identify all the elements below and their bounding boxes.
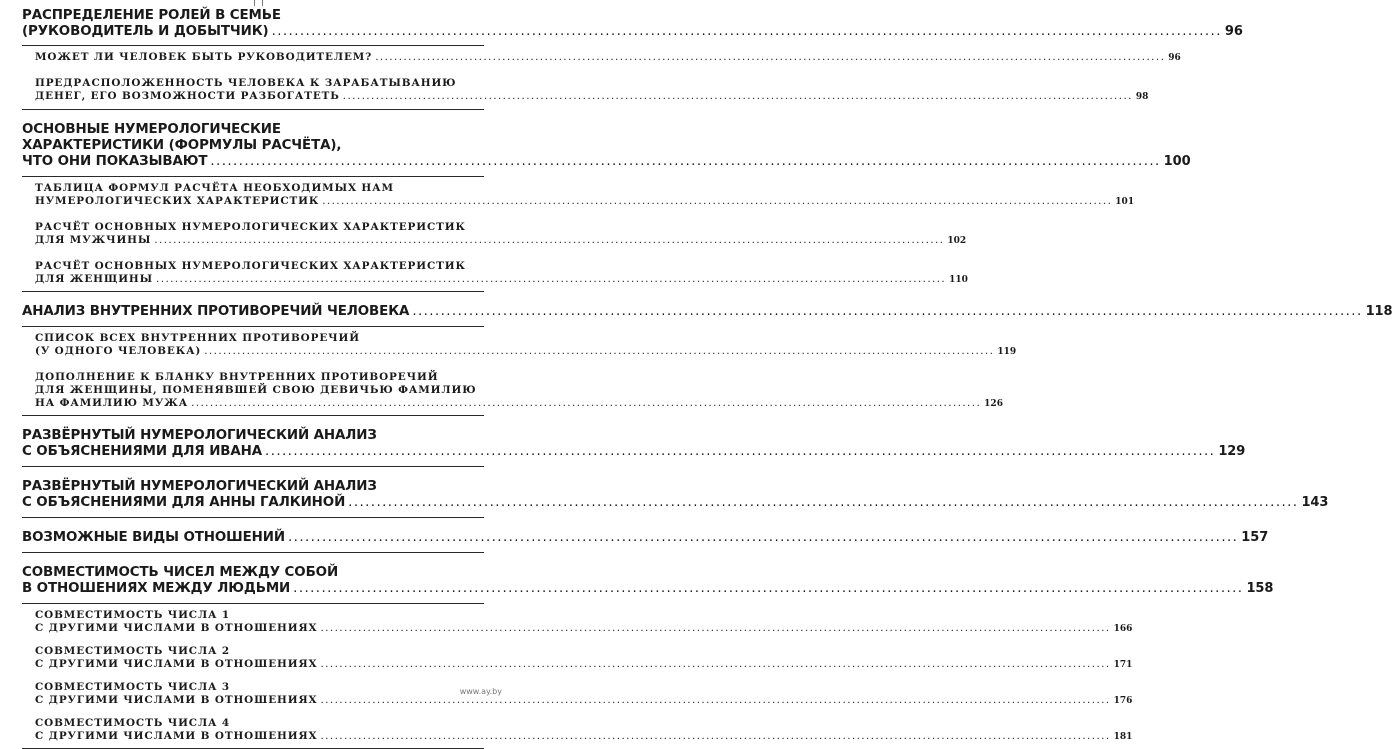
dot-leader (343, 90, 1133, 103)
toc-entry-title-line: ЧТО ОНИ ПОКАЗЫВАЮТ (22, 154, 208, 169)
toc-entry-title-line: ДОПОЛНЕНИЕ К БЛАНКУ ВНУТРЕННИХ ПРОТИВОРЕЧИЙ (35, 371, 439, 383)
toc-chapter-entry (22, 553, 1274, 603)
toc-entry-title-line: С ДРУГИМИ ЧИСЛАМИ В ОТНОШЕНИЯХ (35, 694, 318, 706)
toc-section-entry (22, 327, 1017, 363)
toc-page-number: 118 (1365, 304, 1392, 319)
dot-leader (412, 304, 1362, 320)
dot-leader (265, 444, 1215, 460)
dot-leader (348, 495, 1298, 511)
toc-page-number: 157 (1241, 530, 1269, 545)
toc-entry-title-line: С ОБЪЯСНЕНИЯМИ ДЛЯ АННЫ ГАЛКИНОЙ (22, 495, 346, 510)
dot-leader (154, 234, 944, 247)
toc-chapter-entry (22, 292, 1392, 326)
toc-entry-title-line: НА ФАМИЛИЮ МУЖА (35, 397, 189, 409)
page-edge-mark (262, 0, 263, 6)
toc-entry-title-line: СОВМЕСТИМОСТЬ ЧИСЛА 2 (35, 645, 231, 657)
toc-page-number: 102 (947, 236, 967, 246)
toc-page-number: 98 (1135, 92, 1149, 102)
toc-entry-last-line (22, 304, 1392, 320)
toc-chapter-entry (22, 416, 1246, 466)
toc-entry-last-line (35, 658, 1133, 672)
toc-entry-title-line: МОЖЕТ ЛИ ЧЕЛОВЕК БЫТЬ РУКОВОДИТЕЛЕМ? (35, 51, 373, 63)
toc-entry-title-line: В ОТНОШЕНИЯХ МЕЖДУ ЛЮДЬМИ (22, 581, 291, 596)
dot-leader (320, 622, 1110, 635)
toc-entry-title-line: ТАБЛИЦА ФОРМУЛ РАСЧЁТА НЕОБХОДИМЫХ НАМ (35, 182, 394, 194)
toc-page-number: 96 (1168, 53, 1181, 63)
toc-chapter-entry (22, 8, 1243, 45)
toc-entry-title-line: ПРЕДРАСПОЛОЖЕННОСТЬ ЧЕЛОВЕКА К ЗАРАБАТЫВАНИЮ (35, 77, 457, 89)
toc-entry-last-line (35, 397, 1003, 411)
toc-entry-last-line (35, 273, 968, 287)
page-edge-mark (254, 0, 255, 6)
toc-page-number: 171 (1113, 660, 1133, 670)
toc-entry-last-line (22, 581, 1274, 597)
toc-entry-last-line (35, 195, 1135, 209)
toc-entry-last-line (35, 234, 967, 248)
toc-section-entry (22, 252, 968, 291)
dot-leader (191, 397, 981, 410)
toc-entry-title-line: СОВМЕСТИМОСТЬ ЧИСЛА 4 (35, 717, 231, 729)
toc-entry-last-line (22, 530, 1269, 546)
toc-entry-title-line: ОСНОВНЫЕ НУМЕРОЛОГИЧЕСКИЕ (22, 122, 281, 137)
toc-page-number: 96 (1224, 24, 1243, 39)
dot-leader (322, 195, 1112, 208)
toc-page-number: 129 (1218, 444, 1246, 459)
toc-section-entry (22, 363, 1003, 415)
toc-entry-last-line (35, 622, 1133, 636)
toc-entry-title-line: РАСПРЕДЕЛЕНИЕ РОЛЕЙ В СЕМЬЕ (22, 8, 281, 23)
toc-chapter-entry (22, 110, 1191, 176)
dot-leader (288, 530, 1238, 546)
dot-leader (320, 694, 1110, 707)
toc-section-entry (22, 640, 1133, 676)
dot-leader (210, 154, 1160, 170)
toc-entry-title-line: СПИСОК ВСЕХ ВНУТРЕННИХ ПРОТИВОРЕЧИЙ (35, 332, 360, 344)
dot-leader (320, 730, 1110, 743)
toc-section-entry (22, 177, 1135, 213)
dot-leader (375, 51, 1165, 64)
table-of-contents (22, 8, 1392, 749)
toc-entry-title-line: С ДРУГИМИ ЧИСЛАМИ В ОТНОШЕНИЯХ (35, 658, 318, 670)
toc-page-number: 110 (949, 275, 968, 285)
toc-section-entry (22, 676, 1133, 712)
toc-entry-title-line: ВОЗМОЖНЫЕ ВИДЫ ОТНОШЕНИЙ (22, 530, 285, 545)
toc-chapter-entry (22, 518, 1269, 552)
toc-entry-last-line (22, 495, 1329, 511)
toc-entry-title-line: ХАРАКТЕРИСТИКИ (ФОРМУЛЫ РАСЧЁТА), (22, 138, 342, 153)
toc-page-number: 166 (1113, 624, 1133, 634)
toc-entry-title-line: С ДРУГИМИ ЧИСЛАМИ В ОТНОШЕНИЯХ (35, 730, 318, 742)
toc-section-entry (22, 604, 1133, 640)
toc-entry-last-line (22, 24, 1243, 40)
toc-entry-title-line: ДЕНЕГ, ЕГО ВОЗМОЖНОСТИ РАЗБОГАТЕТЬ (35, 90, 340, 102)
toc-section-entry (22, 213, 967, 252)
toc-entry-title-line: СОВМЕСТИМОСТЬ ЧИСЛА 3 (35, 681, 231, 693)
toc-entry-last-line (22, 154, 1191, 170)
toc-entry-last-line (35, 345, 1017, 359)
toc-entry-title-line: С ДРУГИМИ ЧИСЛАМИ В ОТНОШЕНИЯХ (35, 622, 318, 634)
toc-entry-title-line: ДЛЯ ЖЕНЩИНЫ (35, 273, 154, 285)
toc-page-number: 176 (1113, 696, 1133, 706)
toc-section-entry (22, 46, 1181, 69)
toc-entry-title-line: (У ОДНОГО ЧЕЛОВЕКА) (35, 345, 202, 357)
toc-entry-title-line: СОВМЕСТИМОСТЬ ЧИСЕЛ МЕЖДУ СОБОЙ (22, 565, 339, 580)
toc-page-number: 126 (984, 399, 1003, 409)
toc-entry-last-line (35, 730, 1133, 744)
toc-entry-last-line (22, 444, 1246, 460)
dot-leader (293, 581, 1243, 597)
dot-leader (156, 273, 946, 286)
watermark: www.ay.by (459, 687, 502, 696)
toc-entry-title-line: РАЗВЁРНУТЫЙ НУМЕРОЛОГИЧЕСКИЙ АНАЛИЗ (22, 428, 377, 443)
toc-entry-last-line (35, 51, 1181, 65)
toc-page-number: 158 (1246, 581, 1274, 596)
toc-chapter-entry (22, 467, 1329, 517)
toc-entry-title-line: РАЗВЁРНУТЫЙ НУМЕРОЛОГИЧЕСКИЙ АНАЛИЗ (22, 479, 377, 494)
toc-entry-title-line: ДЛЯ ЖЕНЩИНЫ, ПОМЕНЯВШЕЙ СВОЮ ДЕВИЧЬЮ ФАМИЛИЮ (35, 384, 477, 396)
toc-entry-last-line (35, 694, 1133, 708)
toc-entry-title-line: РАСЧЁТ ОСНОВНЫХ НУМЕРОЛОГИЧЕСКИХ ХАРАКТЕРИСТИК (35, 221, 466, 233)
toc-section-entry (22, 712, 1133, 748)
toc-entry-title-line: ДЛЯ МУЖЧИНЫ (35, 234, 152, 246)
toc-section-entry (22, 69, 1149, 109)
dot-leader (204, 345, 994, 358)
dot-leader (320, 658, 1110, 671)
toc-entry-last-line (35, 90, 1149, 104)
toc-entry-title-line: РАСЧЁТ ОСНОВНЫХ НУМЕРОЛОГИЧЕСКИХ ХАРАКТЕРИСТИК (35, 260, 466, 272)
toc-page-number: 101 (1115, 197, 1135, 207)
toc-entry-title-line: (РУКОВОДИТЕЛЬ И ДОБЫТЧИК) (22, 24, 269, 39)
toc-page-number: 143 (1301, 495, 1329, 510)
toc-page-number: 100 (1163, 154, 1191, 169)
dot-leader (272, 24, 1222, 40)
toc-page-number: 119 (997, 347, 1017, 357)
toc-entry-title-line: СОВМЕСТИМОСТЬ ЧИСЛА 1 (35, 609, 231, 621)
toc-entry-title-line: АНАЛИЗ ВНУТРЕННИХ ПРОТИВОРЕЧИЙ ЧЕЛОВЕКА (22, 304, 410, 319)
toc-entry-title-line: С ОБЪЯСНЕНИЯМИ ДЛЯ ИВАНА (22, 444, 263, 459)
toc-page-number: 181 (1113, 732, 1133, 742)
toc-entry-title-line: НУМЕРОЛОГИЧЕСКИХ ХАРАКТЕРИСТИК (35, 195, 320, 207)
